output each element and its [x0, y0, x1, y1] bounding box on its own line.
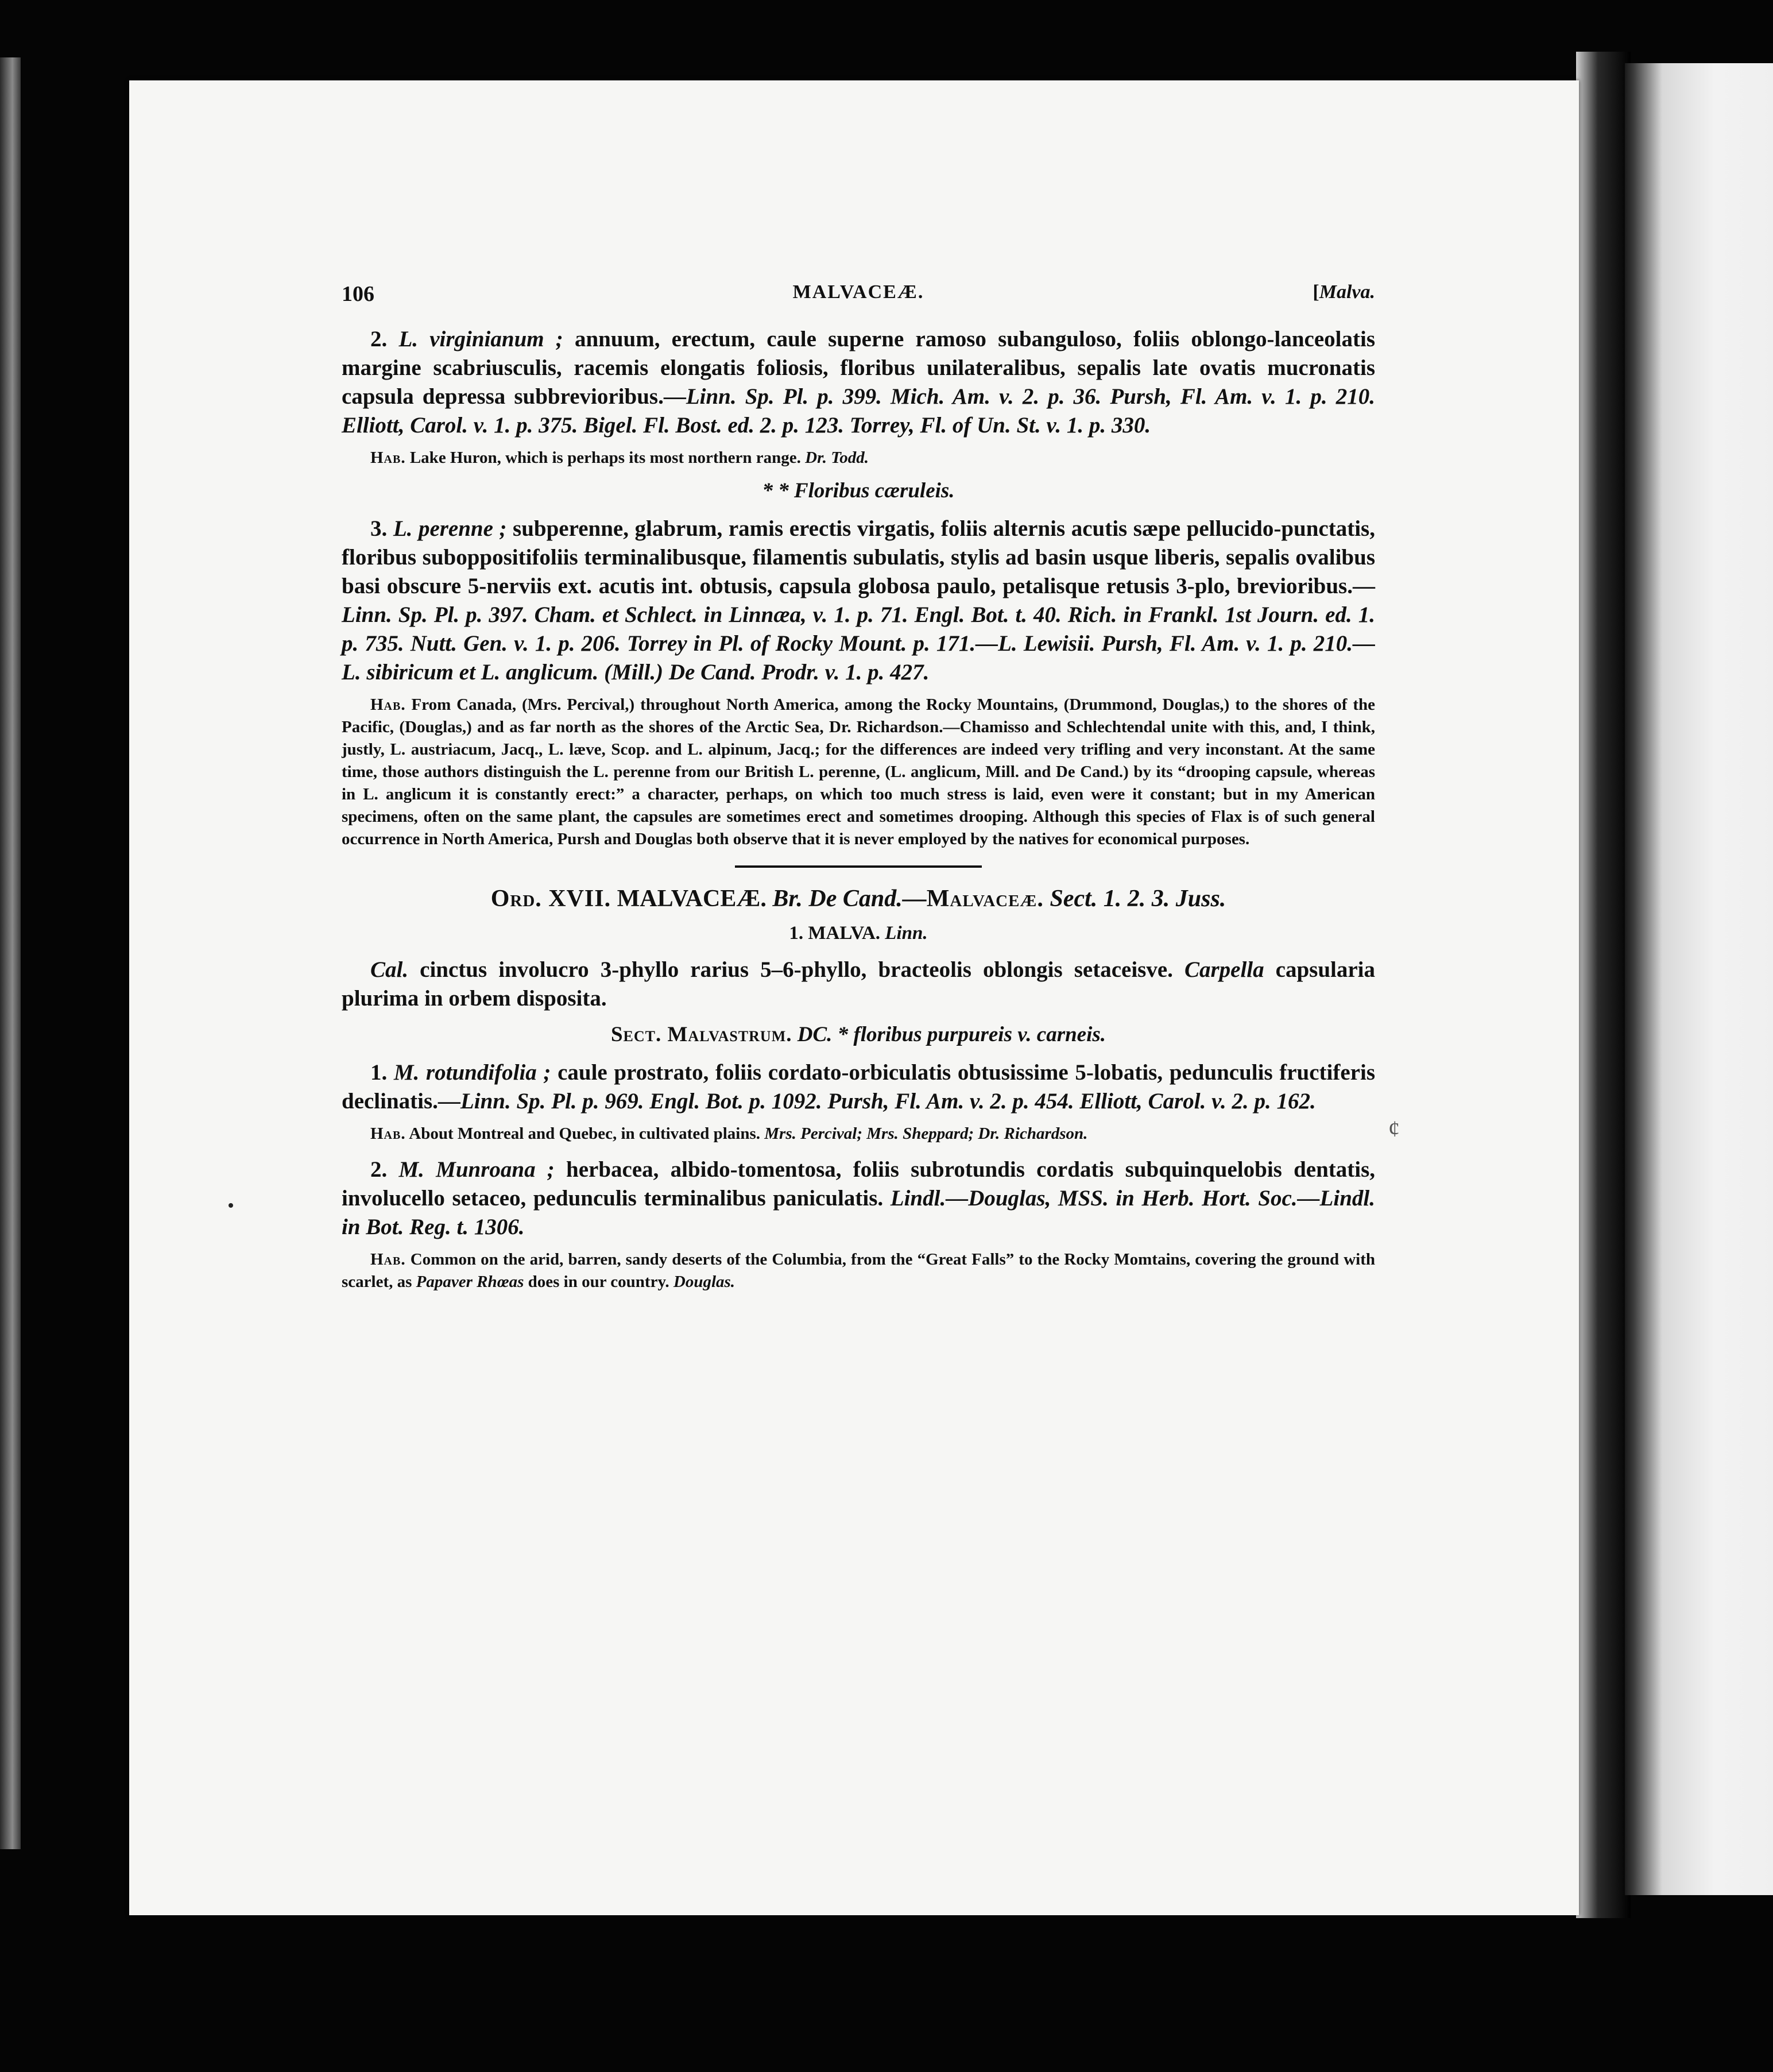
stray-mark — [229, 1203, 233, 1208]
running-right-title: [Malva. — [1313, 281, 1375, 303]
page-number: 106 — [342, 282, 374, 306]
habitat-note: Hab. Common on the arid, barren, sandy deserts of the Columbia, from the “Great Falls” to the Rocky Momtains, covering the ground with scarlet, as Papaver Rhœas does in our country. Douglas. — [342, 1250, 1376, 1291]
section-divider — [735, 865, 982, 868]
habitat-note: Hab. About Montreal and Quebec, in cultivated plains. Mrs. Percival; Mrs. Sheppard; Dr. Richardson. — [370, 1124, 1088, 1143]
running-header — [342, 281, 1375, 322]
subsection-heading: * * Floribus cæruleis. — [762, 479, 955, 502]
page-content — [342, 281, 1375, 1293]
habitat-note: Hab. From Canada, (Mrs. Percival,) throughout North America, among the Rocky Mountains, (Drummond, Douglas,) to the shores of the Pacific, (Douglas,) and as far north as the shores of the Arctic Sea, Dr. Richardson.—Chamisso and Schlechtendal unite with this, and, I think, justly, L. austriacum, Jacq., L. læve, Scop. and L. alpinum, Jacq.; for the differences are indeed very trifling and very inconstant. At the same time, those authors distinguish the L. perenne from our British L. perenne, (L. anglicum, Mill. and De Cand.) by its “drooping capsule, whereas in L. anglicum it is constantly erect:” a character, perhaps, on which too much stress is laid, even were it constant; but in my American specimens, often on the same plant, the capsules are sometimes erect and sometimes drooping. Although this species of Flax is of such general occurrence in North America, Pursh and Douglas both observe that it is never employed by the natives for economical purposes. — [342, 695, 1375, 848]
species-entry-munroana: 2. M. Munroana ; herbacea, albido-tomentosa, foliis subrotundis cordatis subquinquelobis dentatis, involucello setaceo, pedunculis terminalibus paniculatis. Lindl.—Douglas, MSS. in Herb. Hort. Soc.—Lindl. in Bot. Reg. t. 1306. — [342, 1157, 1376, 1239]
scan-gutter — [1576, 52, 1631, 1918]
species-entry-perenne: 3. L. perenne ; subperenne, glabrum, ramis erectis virgatis, foliis alternis acutis sæpe pellucido-punctatis, floribus suboppositifoliis terminalibusque, filamentis subulatis, stylis ad basin usque liberis, sepalis ovalibus basi obscure 5-nerviis ext. acutis int. obtusis, capsula globosa paulo, petalisque retusis 3-plo, brevioribus.—Linn. Sp. Pl. p. 397. Cham. et Schlect. in Linnæa, v. 1. p. 71. Engl. Bot. t. 40. Rich. in Frankl. 1st Journ. ed. 1. p. 735. Nutt. Gen. v. 1. p. 206. Torrey in Pl. of Rocky Mount. p. 171.—L. Lewisii. Pursh, Fl. Am. v. 1. p. 210.—L. sibiricum et L. anglicum. (Mill.) De Cand. Prodr. v. 1. p. 427. — [342, 516, 1375, 685]
section-heading: Sect. Malvastrum. DC. * floribus purpureis v. carneis. — [610, 1023, 1106, 1046]
genus-description: Cal. cinctus involucro 3-phyllo rarius 5–6-phyllo, bracteolis oblongis setaceisve. Carpella capsularia plurima in orbem disposita. — [342, 957, 1376, 1011]
facing-page-edge — [1625, 63, 1773, 1895]
species-entry-virginianum: 2. L. virginianum ; annuum, erectum, caule superne ramoso subanguloso, foliis oblongo-lanceolatis margine scabriusculis, racemis elongatis foliosis, floribus unilateralibus, sepalis late ovatis mucronatis capsula depressa subbrevioribus.—Linn. Sp. Pl. p. 399. Mich. Am. v. 2. p. 36. Pursh, Fl. Am. v. 1. p. 210. Elliott, Carol. v. 1. p. 375. Bigel. Fl. Bost. ed. 2. p. 123. Torrey, Fl. of Un. St. v. 1. p. 330. — [342, 327, 1376, 438]
scan-left-edge — [0, 57, 21, 1849]
habitat-note: Hab. Lake Huron, which is perhaps its most northern range. Dr. Todd. — [370, 449, 869, 467]
running-title: MALVACEÆ. — [792, 281, 924, 303]
order-heading: Ord. XVII. MALVACEÆ. Br. De Cand.—Malvaceæ. Sect. 1. 2. 3. Juss. — [490, 886, 1226, 912]
genus-heading: 1. MALVA. Linn. — [789, 923, 928, 944]
stray-mark: ¢ — [1388, 1116, 1400, 1142]
species-entry-rotundifolia: 1. M. rotundifolia ; caule prostrato, foliis cordato-orbiculatis obtusissime 5-lobatis, pedunculis fructiferis declinatis.—Linn. Sp. Pl. p. 969. Engl. Bot. p. 1092. Pursh, Fl. Am. v. 2. p. 454. Elliott, Carol. v. 2. p. 162. — [342, 1060, 1375, 1114]
